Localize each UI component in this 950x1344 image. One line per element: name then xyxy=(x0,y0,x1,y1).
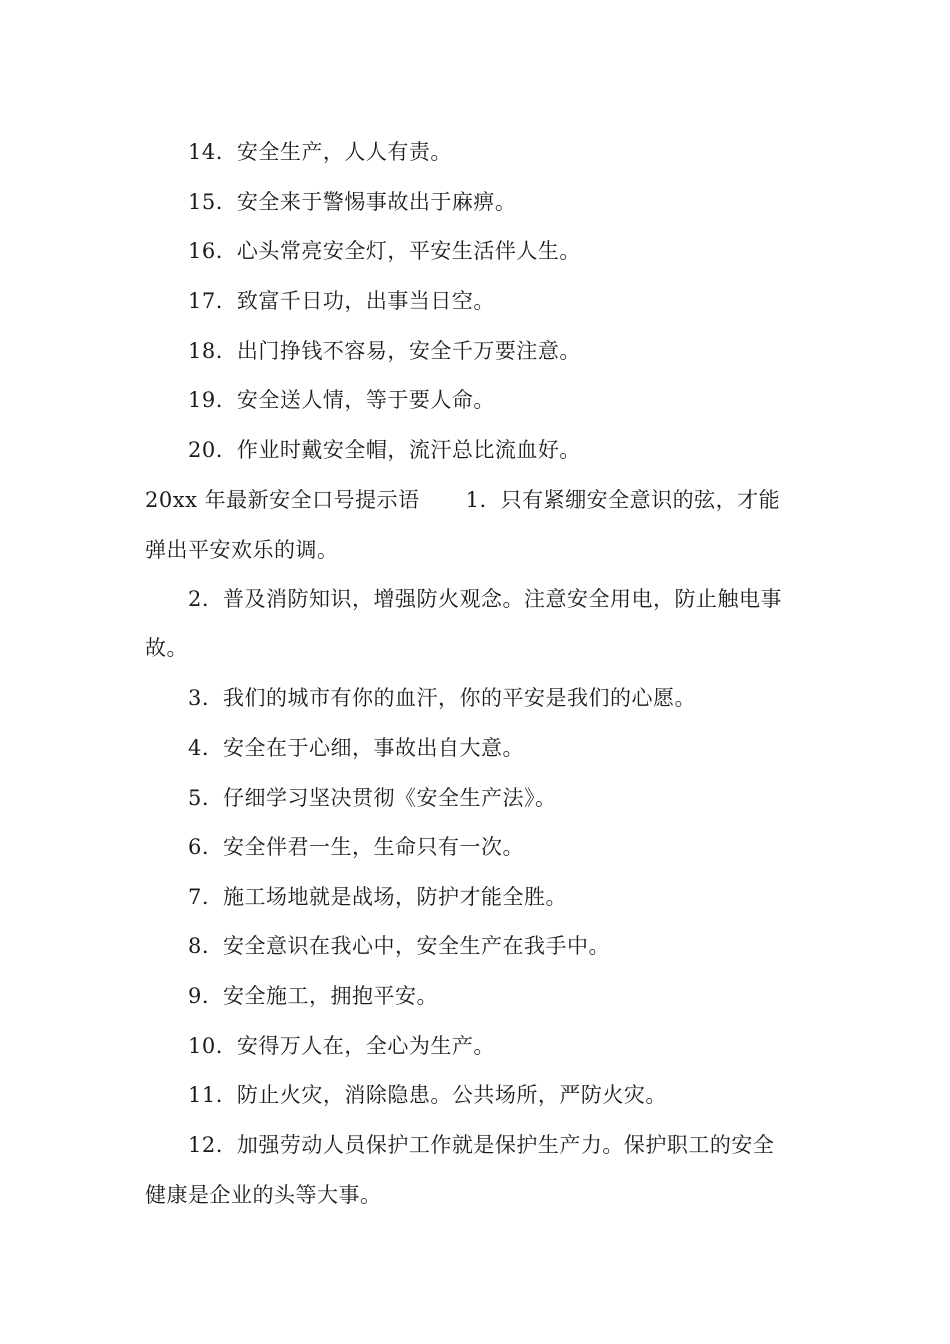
list-item xyxy=(188,436,581,464)
item-text: 普及消防知识，增强防火观念。注意安全用电，防止触电事 xyxy=(223,587,783,611)
item-text: 安全伴君一生，生命只有一次。 xyxy=(223,835,525,859)
item-text: 仔细学习坚决贯彻《安全生产法》。 xyxy=(223,786,557,810)
item-number: 18. xyxy=(188,339,223,363)
item-text: 致富千日功，出事当日空。 xyxy=(236,289,495,313)
item-text: 施工场地就是战场，防护才能全胜。 xyxy=(223,885,568,909)
list-item xyxy=(188,287,495,315)
item-continuation xyxy=(145,536,339,564)
item-text: 故。 xyxy=(145,636,188,660)
item-number: 12. xyxy=(188,1133,223,1157)
item-text: 安全送人情，等于要人命。 xyxy=(236,388,495,412)
list-item xyxy=(188,237,581,265)
item-number: 15. xyxy=(188,190,223,214)
list-item xyxy=(188,684,696,712)
item-number: 5. xyxy=(188,786,210,810)
list-item xyxy=(188,833,524,861)
item-text: 安全在于心细，事故出自大意。 xyxy=(223,736,525,760)
item-text: 只有紧绷安全意识的弦，才能 xyxy=(500,488,781,512)
item-text: 安全施工，拥抱平安。 xyxy=(223,984,439,1008)
item-text: 安全生产，人人有责。 xyxy=(236,140,452,164)
section-heading: 20xx 年最新安全口号提示语 xyxy=(145,488,420,512)
item-number: 11. xyxy=(188,1083,223,1107)
item-text: 心头常亮安全灯，平安生活伴人生。 xyxy=(236,239,581,263)
item-continuation xyxy=(145,1181,382,1209)
list-item xyxy=(188,585,782,613)
item-number: 10. xyxy=(188,1034,223,1058)
item-text: 我们的城市有你的血汗，你的平安是我们的心愿。 xyxy=(223,686,697,710)
item-text: 弹出平安欢乐的调。 xyxy=(145,538,339,562)
item-number: 3. xyxy=(188,686,210,710)
list-item xyxy=(188,932,610,960)
item-number: 1. xyxy=(465,488,487,512)
section-heading-line xyxy=(145,486,780,514)
list-item xyxy=(188,188,516,216)
item-text: 安全来于警惕事故出于麻痹。 xyxy=(236,190,517,214)
item-number: 20. xyxy=(188,438,223,462)
item-number: 4. xyxy=(188,736,210,760)
item-number: 2. xyxy=(188,587,210,611)
item-number: 6. xyxy=(188,835,210,859)
item-text: 加强劳动人员保护工作就是保护生产力。保护职工的安全 xyxy=(236,1133,775,1157)
list-item xyxy=(188,734,524,762)
list-item xyxy=(188,337,581,365)
list-item xyxy=(188,883,567,911)
item-number: 7. xyxy=(188,885,210,909)
item-text: 出门挣钱不容易，安全千万要注意。 xyxy=(236,339,581,363)
list-item xyxy=(188,138,452,166)
list-item xyxy=(188,1131,774,1159)
item-text: 安全意识在我心中，安全生产在我手中。 xyxy=(223,934,611,958)
list-item xyxy=(188,982,438,1010)
item-continuation xyxy=(145,634,188,662)
item-number: 19. xyxy=(188,388,223,412)
item-text: 安得万人在，全心为生产。 xyxy=(236,1034,495,1058)
list-item xyxy=(188,1081,667,1109)
item-number: 17. xyxy=(188,289,223,313)
list-item xyxy=(188,386,495,414)
item-number: 9. xyxy=(188,984,210,1008)
item-text: 防止火灾，消除隐患。公共场所，严防火灾。 xyxy=(236,1083,667,1107)
item-text: 作业时戴安全帽，流汗总比流血好。 xyxy=(236,438,581,462)
item-number: 14. xyxy=(188,140,223,164)
item-number: 16. xyxy=(188,239,223,263)
item-number: 8. xyxy=(188,934,210,958)
list-item xyxy=(188,1032,495,1060)
item-text: 健康是企业的头等大事。 xyxy=(145,1183,382,1207)
list-item xyxy=(188,784,557,812)
